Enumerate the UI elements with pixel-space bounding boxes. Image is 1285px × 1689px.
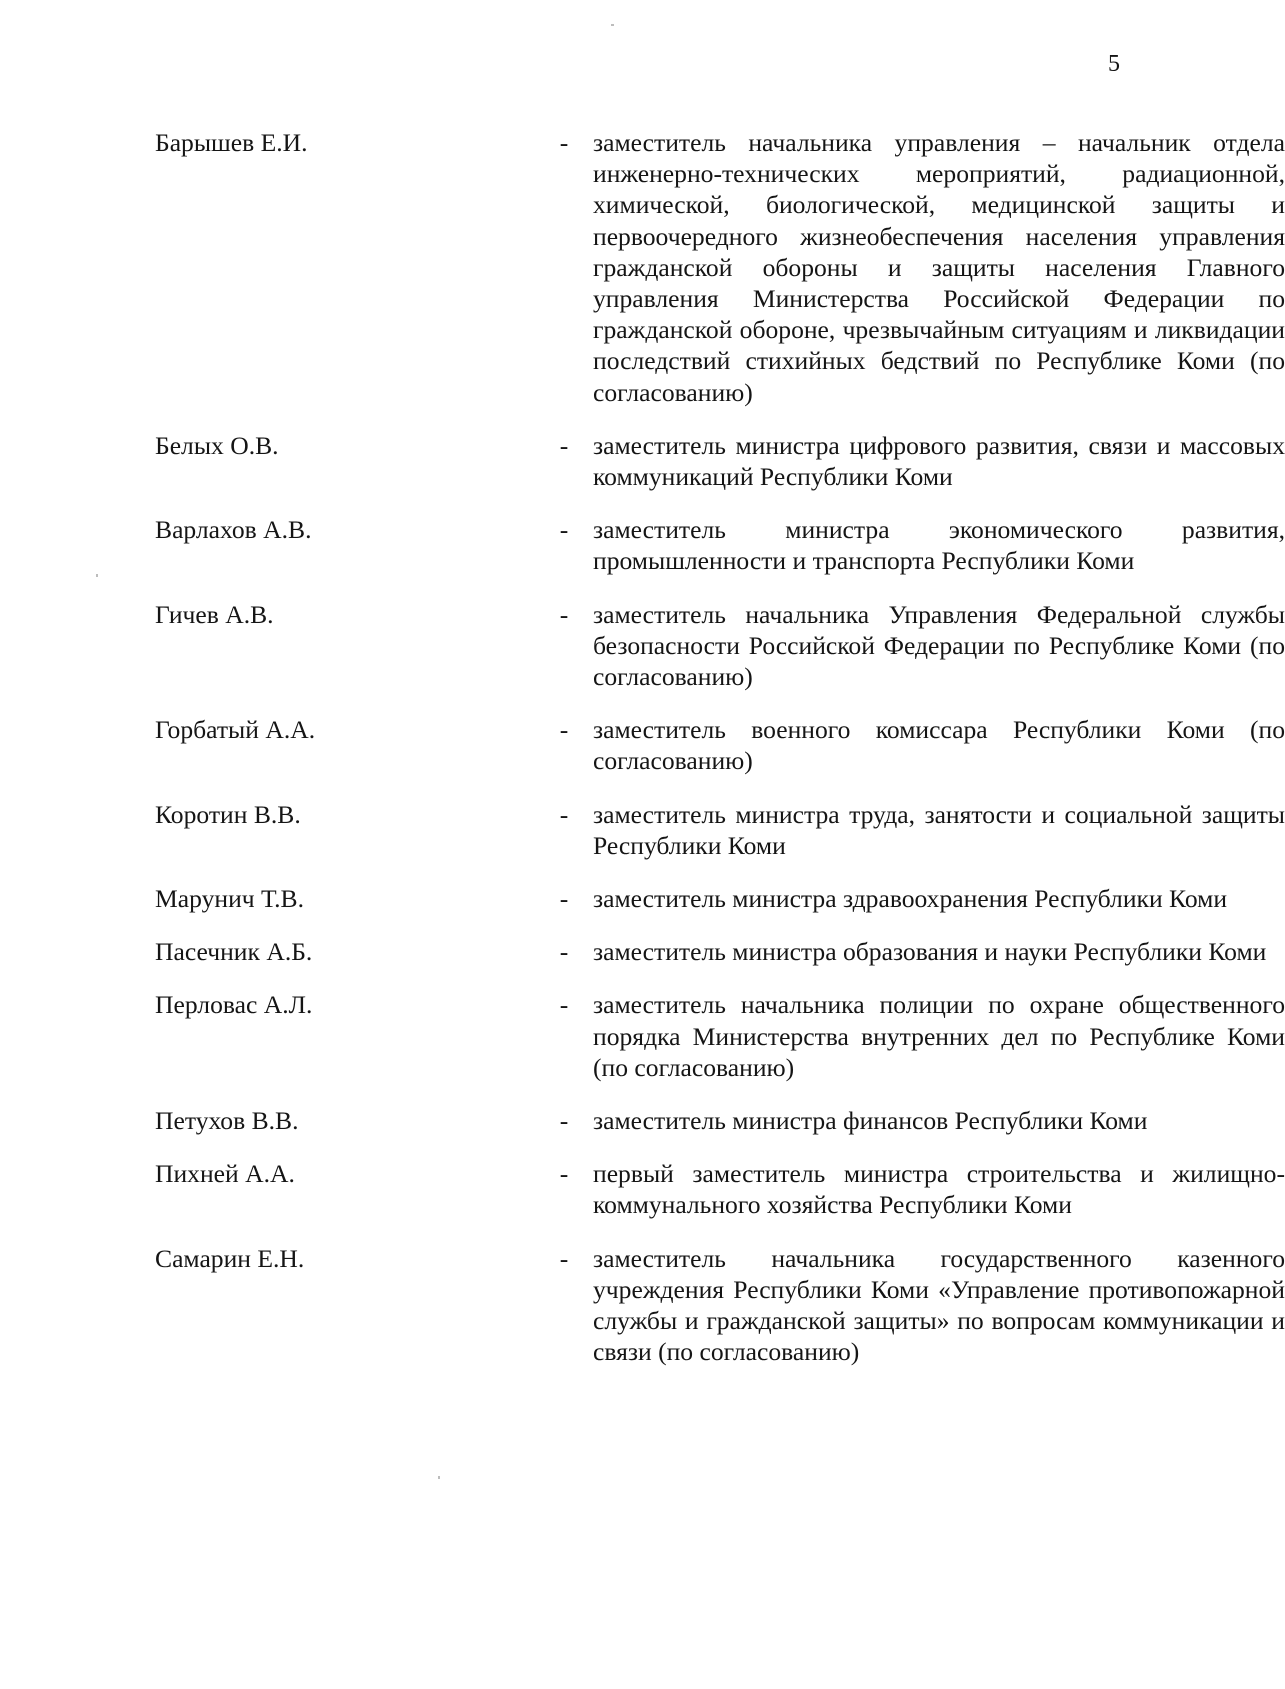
dash-separator: - xyxy=(559,1243,569,1273)
member-position: заместитель министра цифрового развития, связи и массовых коммуникаций Республики Коми xyxy=(593,430,1285,492)
member-position: заместитель министра экономического развития, промышленности и транспорта Республики Коми xyxy=(593,515,1285,576)
member-position: заместитель военного комиссара Республики Коми (по согласованию) xyxy=(593,715,1285,776)
member-name: Петухов В.В. xyxy=(155,1106,299,1136)
member-name: Горбатый А.А. xyxy=(155,715,316,745)
dash-separator: - xyxy=(559,430,569,460)
dash-separator: - xyxy=(559,884,569,914)
roster-entry xyxy=(155,1158,1285,1220)
dash-separator: - xyxy=(559,515,569,545)
member-position: заместитель министра финансов Республики Коми xyxy=(593,1106,1148,1136)
dash-separator: - xyxy=(559,128,569,157)
member-name: Коротин В.В. xyxy=(155,799,301,829)
member-position: заместитель министра труда, занятости и социальной защиты Республики Коми xyxy=(593,799,1285,860)
scan-speck xyxy=(611,24,614,26)
dash-separator: - xyxy=(559,1159,569,1189)
member-position: заместитель начальника полиции по охране общественного порядка Министерства внутренних дел по Республике Коми (по согласованию) xyxy=(593,990,1285,1082)
member-name: Белых О.В. xyxy=(155,430,279,460)
member-name: Варлахов А.В. xyxy=(155,515,312,545)
roster-entry xyxy=(155,514,1285,576)
roster-entry xyxy=(155,1105,1148,1136)
roster-entry xyxy=(155,127,1285,408)
dash-separator: - xyxy=(559,599,569,629)
dash-separator: - xyxy=(559,799,569,829)
roster-entry xyxy=(155,430,1285,492)
member-name: Пасечник А.Б. xyxy=(155,937,313,967)
dash-separator: - xyxy=(559,937,569,967)
roster-entry xyxy=(155,936,1267,967)
member-name: Пихней А.А. xyxy=(155,1159,295,1189)
member-name: Перловас А.Л. xyxy=(155,990,313,1020)
dash-separator: - xyxy=(559,1106,569,1136)
page-number: 5 xyxy=(1108,51,1120,77)
scan-speck xyxy=(438,1476,440,1479)
member-position: заместитель министра здравоохранения Республики Коми xyxy=(593,884,1228,914)
member-position: заместитель начальника управления – начальник отдела инженерно-технических мероприятий, радиационной, химической, биологической, медицинской защиты и первоочередного жизнеобеспечения населения управления гражданской обороны и защиты населения Главного управления Министерства Российской Федерации по гражданской обороне, чрезвычайным ситуациям и ликвидации последствий стихийных бедствий по Республике Коми (по согласованию) xyxy=(593,128,1285,407)
scan-speck xyxy=(96,574,98,577)
member-name: Гичев А.В. xyxy=(155,599,274,629)
roster-entry xyxy=(155,599,1285,693)
member-position: заместитель министра образования и науки Республики Коми xyxy=(593,937,1267,967)
member-name: Самарин Е.Н. xyxy=(155,1243,305,1273)
dash-separator: - xyxy=(559,990,569,1020)
member-position: первый заместитель министра строительства и жилищно-коммунального хозяйства Республики Коми xyxy=(593,1159,1285,1220)
member-position: заместитель начальника Управления Федеральной службы безопасности Российской Федерации по Республике Коми (по согласованию) xyxy=(593,599,1285,692)
roster-entry xyxy=(155,989,1285,1083)
commission-roster xyxy=(155,127,1285,1368)
member-position: заместитель начальника государственного казенного учреждения Республики Коми «Управление противопожарной службы и гражданской защиты» по вопросам коммуникации и связи (по согласованию) xyxy=(593,1243,1285,1367)
roster-entry xyxy=(155,1243,1285,1368)
roster-entry xyxy=(155,883,1228,914)
member-name: Барышев Е.И. xyxy=(155,128,308,157)
roster-entry xyxy=(155,714,1285,776)
member-name: Марунич Т.В. xyxy=(155,884,304,914)
roster-entry xyxy=(155,799,1285,861)
dash-separator: - xyxy=(559,715,569,745)
